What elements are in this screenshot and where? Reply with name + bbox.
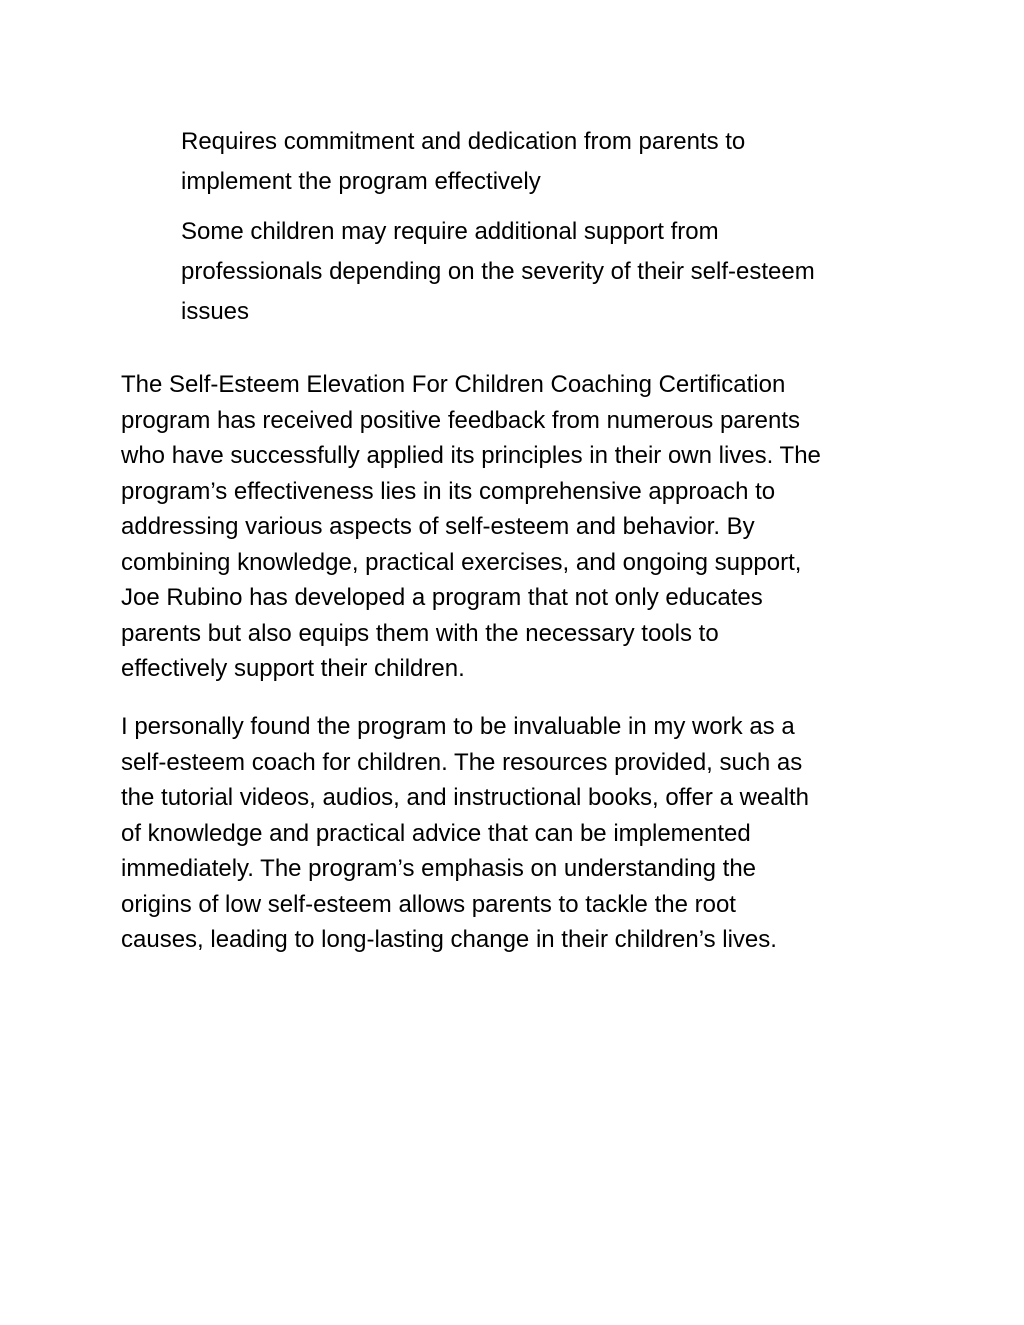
paragraph-line: self-esteem coach for children. The resources provided, such as [121, 748, 803, 776]
paragraph-line: Joe Rubino has developed a program that not only educates [121, 584, 763, 611]
paragraph-line: causes, leading to long-lasting change in their children’s lives. [121, 926, 777, 953]
paragraph-line: I personally found the program to be invaluable in my work as a [121, 713, 795, 740]
paragraph-line: origins of low self-esteem allows parents to tackle the root [121, 890, 736, 918]
list-item-line: issues [181, 298, 250, 325]
paragraph-line: program has received positive feedback from numerous parents [121, 406, 801, 434]
paragraph-line: of knowledge and practical advice that can be implemented [121, 819, 751, 847]
paragraph-line: combining knowledge, practical exercises, and ongoing support, [121, 548, 802, 576]
list-item [181, 212, 901, 332]
paragraph-line: the tutorial videos, audios, and instructional books, offer a wealth [121, 784, 809, 811]
paragraph-line: parents but also equips them with the necessary tools to [121, 619, 719, 647]
paragraph-feedback [121, 367, 911, 687]
list-item-line: professionals depending on the severity of their self-esteem [181, 258, 815, 285]
list-item-line: implement the program effectively [181, 168, 541, 195]
paragraph-line: immediately. The program’s emphasis on understanding the [121, 855, 757, 882]
paragraph-line: effectively support their children. [121, 655, 465, 682]
list-item [181, 122, 901, 202]
paragraph-personal-experience [121, 709, 911, 958]
paragraph-line: addressing various aspects of self-esteem and behavior. By [121, 513, 755, 540]
list-item-line: Some children may require additional support from [181, 218, 719, 245]
paragraph-line: program’s effectiveness lies in its comprehensive approach to [121, 477, 776, 505]
cons-list [181, 122, 901, 342]
paragraph-line: The Self-Esteem Elevation For Children Coaching Certification [121, 371, 786, 398]
paragraph-line: who have successfully applied its principles in their own lives. The [121, 442, 821, 469]
list-item-line: Requires commitment and dedication from parents to [181, 128, 746, 155]
